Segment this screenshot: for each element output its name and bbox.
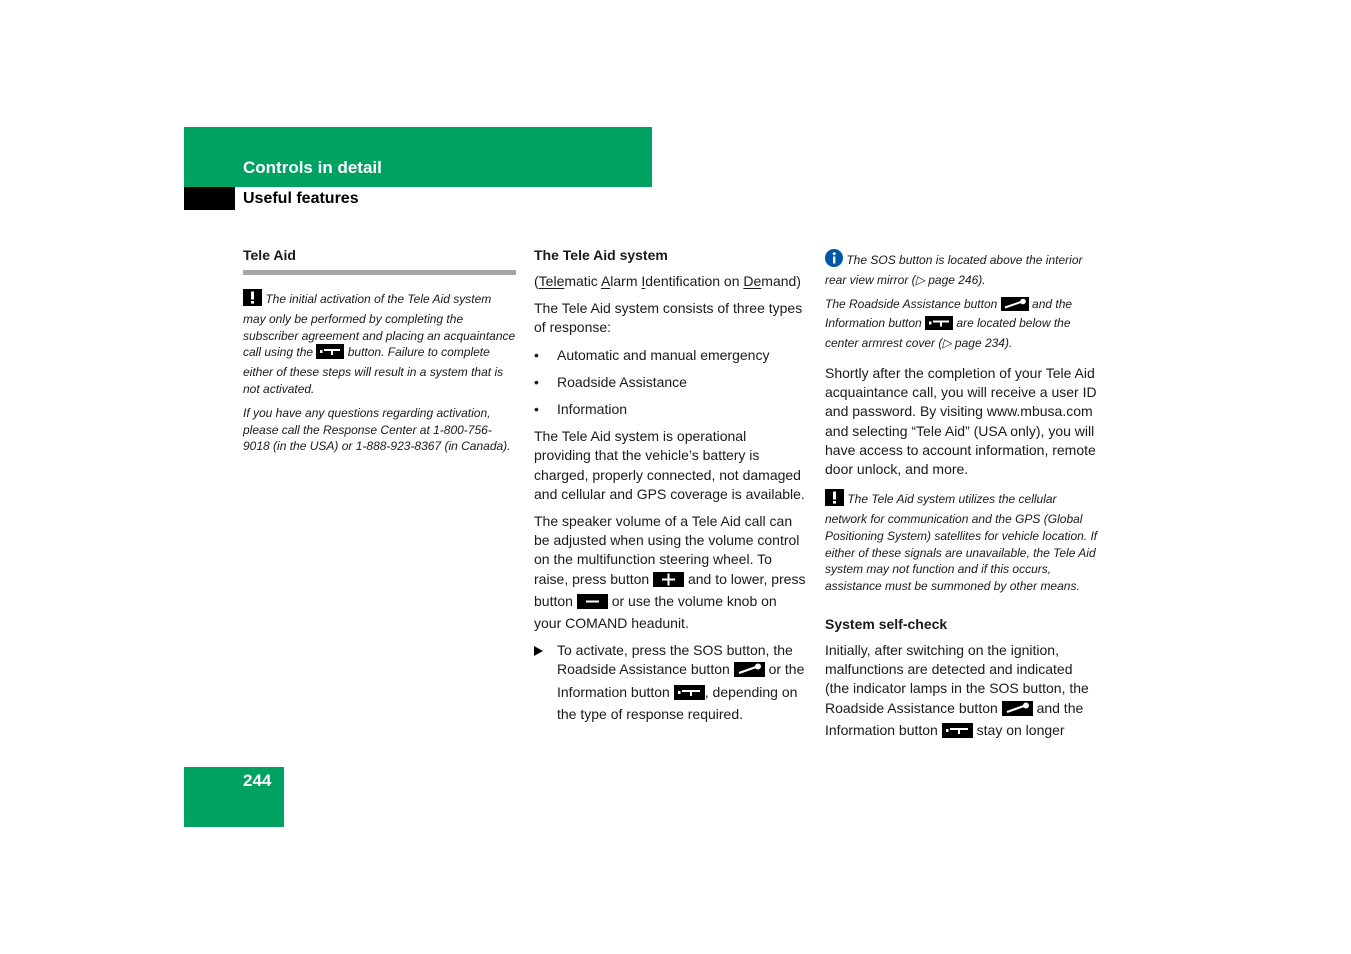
information-button-icon [942, 723, 973, 743]
step-arrow-icon [534, 641, 543, 660]
section-title: Controls in detail [243, 158, 382, 177]
activation-step: To activate, press the SOS button, the Roadside Assistance button or the Information button , depending on the type of response required. [534, 641, 806, 724]
plus-button-icon [653, 572, 684, 592]
roadside-assistance-button-icon [1001, 297, 1029, 316]
information-button-icon [925, 316, 953, 335]
page-number: 244 [243, 771, 272, 790]
bullet: • [534, 373, 539, 390]
activation-warning: The initial activation of the Tele Aid system may only be performed by completing the subscriber agreement and placing an acquaintance call using the button. Failure to complete either of these steps will result in a system that is not activated. [243, 289, 516, 398]
button-location-note: The Roadside Assistance button and the Information button are located below the center armrest cover (▷ page 234). [825, 296, 1073, 351]
header-band [184, 127, 652, 187]
roadside-assistance-button-icon [734, 662, 765, 682]
header-marker [184, 187, 235, 210]
sos-location-note: The SOS button is located above the interior rear view mirror (▷ page 246). [825, 249, 1100, 289]
acronym-definition: (Telematic Alarm Identification on Demand) [534, 273, 801, 289]
list-item: • Information [534, 400, 806, 419]
roadside-assistance-button-icon [1002, 701, 1033, 721]
tele-aid-heading: Tele Aid [243, 247, 296, 263]
activation-help-note: If you have any questions regarding activation, please call the Response Center at 1-800-756-9018 (in the USA) or 1-888-923-8367 (in Canada). [243, 405, 511, 454]
tele-aid-system-heading: The Tele Aid system [534, 247, 668, 263]
volume-paragraph: The speaker volume of a Tele Aid call can be adjusted when using the volume control on the multifunction steering wheel. To raise, press button and to lower, press button or use the volume knob on your COMAND headunit. [534, 513, 806, 632]
list-item: • Roadside Assistance [534, 373, 806, 392]
account-access-paragraph: Shortly after the completion of your Tele Aid acquaintance call, you will receive a user ID and password. By visiting www.mbusa.com and selecting “Tele Aid” (USA only), you will have access to account information, remote door unlock, and more. [825, 364, 1097, 477]
warning-icon [825, 489, 844, 511]
bullet: • [534, 401, 539, 418]
operational-conditions: The Tele Aid system is operational providing that the vehicle’s battery is charged, properly connected, not damaged and cellular and GPS coverage is available. [534, 428, 805, 502]
warning-icon [243, 289, 262, 311]
self-check-paragraph: Initially, after switching on the ignition, malfunctions are detected and indicated (the indicator lamps in the SOS button, the Roadside Assistance button and the Information button stay on longer [825, 641, 1100, 743]
column-1 [243, 246, 516, 462]
minus-button-icon [577, 594, 608, 614]
signal-warning: The Tele Aid system utilizes the cellular network for communication and the GPS (Global Positioning System) satellites for vehicle location. If either of these signals are unavailable, the Tele Aid system may not function and if this occurs, assistance must be summoned by other means. [825, 489, 1100, 595]
column-2 [534, 246, 806, 732]
bullet: • [534, 346, 539, 363]
information-button-icon [316, 344, 344, 364]
column-3 [825, 249, 1100, 751]
subsection-title: Useful features [243, 190, 359, 207]
heading-rule [243, 270, 516, 275]
info-icon [825, 249, 843, 272]
response-types-intro: The Tele Aid system consists of three types of response: [534, 300, 803, 336]
system-self-check-heading: System self-check [825, 615, 948, 632]
list-item: • Automatic and manual emergency [534, 346, 806, 365]
information-button-icon [674, 685, 705, 705]
